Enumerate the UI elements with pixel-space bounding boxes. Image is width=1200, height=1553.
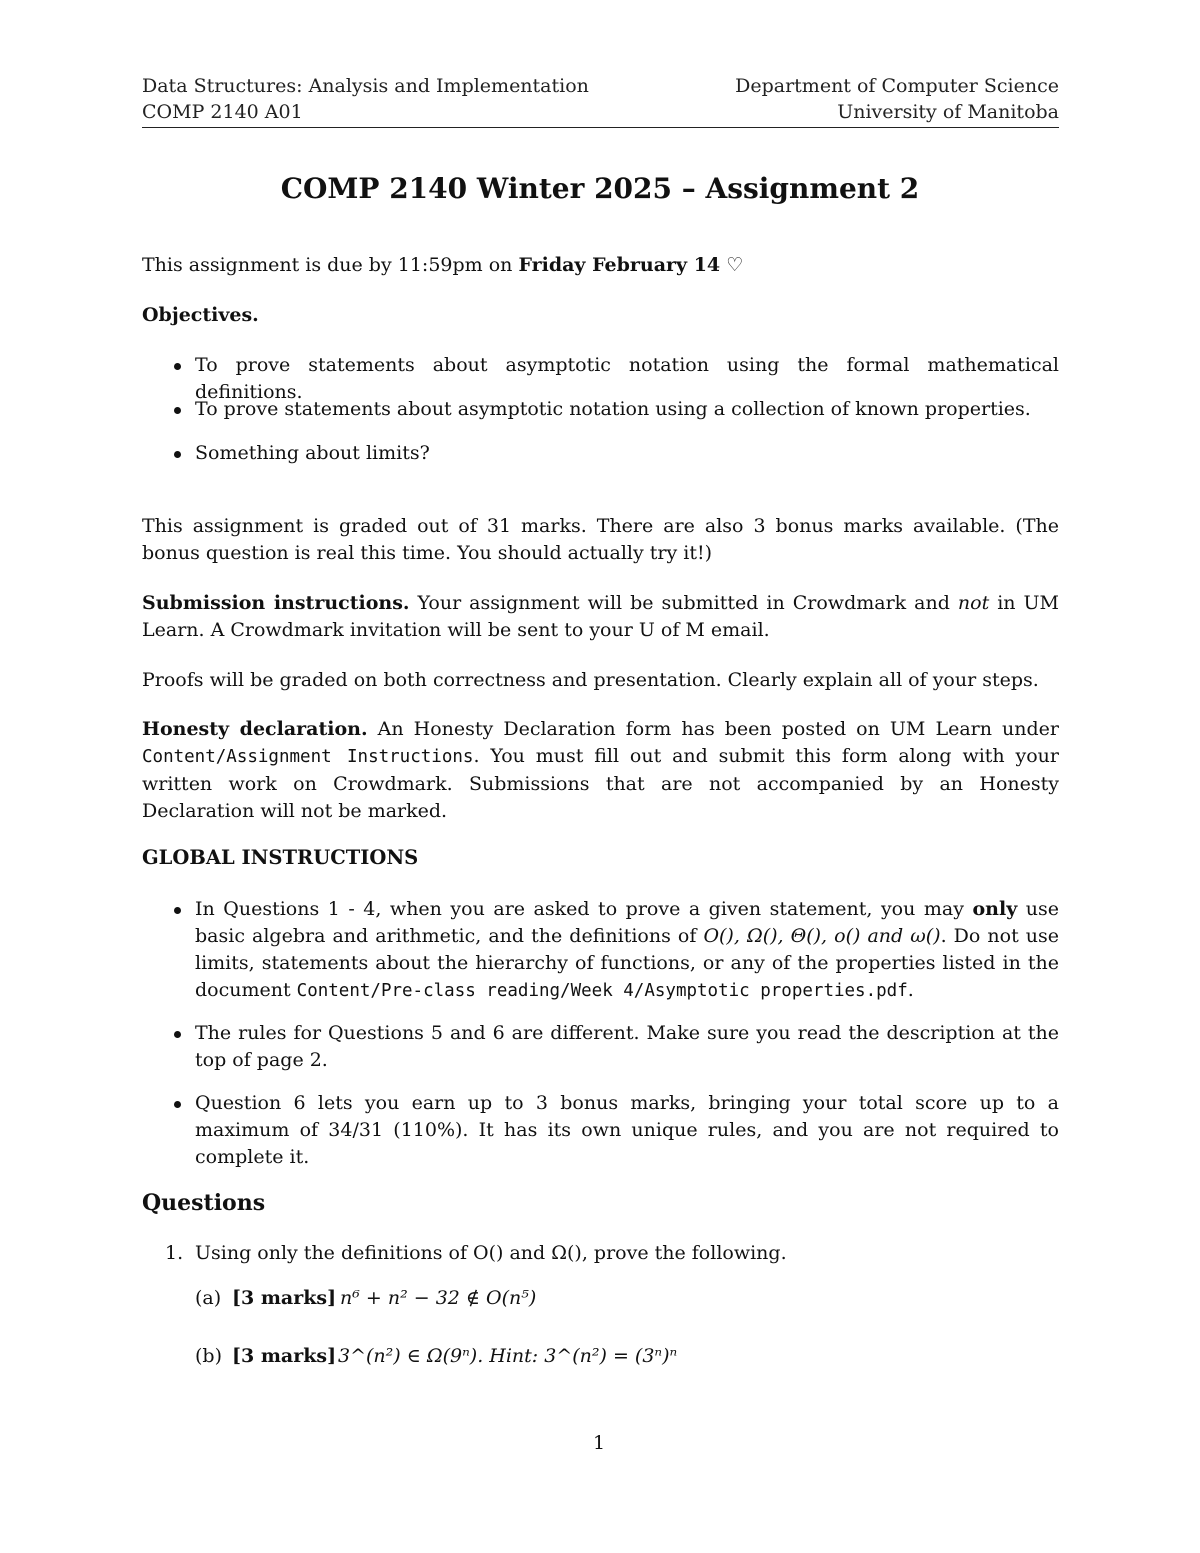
proofs-note: Proofs will be graded on both correctness and presentation. Clearly explain all of your steps. [142, 669, 1039, 691]
global-text: Question 6 lets you earn up to 3 bonus marks, bringing your total score up to a maximum of 34/31 (110%). It has its own unique rules, and you are not required to complete it. [195, 1092, 1059, 1168]
honesty-paragraph [142, 716, 1059, 825]
question-1a-label: (a) [195, 1287, 222, 1309]
global-text-defs: O(), Ω(), Θ(), o() and ω() [703, 925, 941, 947]
honesty-heading: Honesty declaration. [142, 718, 368, 740]
global-text-path: Content/Pre-class reading/Week 4/Asymptotic properties.pdf [296, 981, 908, 1001]
objective-item [176, 440, 1059, 467]
honesty-text-after: . You must fill out and submit this form along with your written work on Crowdmark. Submissions that are not accompanied by an Honesty Declaration will not be marked. [142, 745, 1060, 822]
question-1a-marks: [3 marks] [232, 1287, 337, 1309]
global-item [176, 896, 1059, 1005]
submission-emph: not [957, 592, 990, 614]
grading-paragraph: This assignment is graded out of 31 marks. There are also 3 bonus marks available. (The bonus question is real this time. You should actually try it!) [142, 515, 1059, 564]
header-rule [142, 127, 1059, 128]
honesty-path: Content/Assignment Instructions [142, 747, 474, 767]
page-number: 1 [593, 1432, 606, 1454]
due-line [142, 252, 743, 279]
global-text [195, 896, 1059, 1005]
question-1-text: Using only the definitions of O() and Ω(), prove the following. [195, 1242, 787, 1264]
objectives-heading: Objectives. [142, 304, 259, 326]
bullet-icon [174, 407, 181, 414]
question-1b-math: 3^(n²) ∈ Ω(9ⁿ). Hint: 3^(n²) = (3ⁿ)ⁿ [338, 1345, 678, 1367]
global-heading: GLOBAL INSTRUCTIONS [142, 846, 419, 869]
due-date: Friday February 14 [518, 254, 721, 276]
global-text-part: . [907, 979, 914, 1001]
heart-icon: ♡ [726, 254, 744, 276]
submission-paragraph [142, 590, 1059, 644]
global-text: The rules for Questions 5 and 6 are different. Make sure you read the description at the top of page 2. [195, 1022, 1059, 1071]
global-text-part: use basic algebra and arithmetic, and the definitions of [195, 898, 1059, 947]
objective-text: To prove statements about asymptotic notation using the formal mathematical definitions. [195, 354, 1059, 403]
global-item [176, 1090, 1059, 1171]
due-prefix: This assignment is due by 11:59pm on [142, 254, 519, 276]
questions-heading: Questions [142, 1190, 266, 1216]
question-1-number: 1. [165, 1242, 184, 1264]
question-1b-label: (b) [195, 1345, 222, 1367]
global-text-part: In Questions 1 - 4, when you are asked to prove a given statement, you may [195, 898, 973, 920]
course-title: Data Structures: Analysis and Implementation [142, 75, 589, 97]
course-code: COMP 2140 A01 [142, 101, 303, 123]
global-text-only: only [972, 898, 1018, 920]
submission-text: Your assignment will be submitted in Crowdmark and [409, 592, 958, 614]
bullet-icon [174, 451, 181, 458]
bullet-icon [174, 363, 181, 370]
department: Department of Computer Science [735, 75, 1059, 97]
question-1a-math: n⁶ + n² − 32 ∉ O(n⁵) [340, 1287, 537, 1309]
submission-text-after: in UM Learn. A Crowdmark invitation will be sent to your U of M email. [142, 592, 1060, 641]
objective-text: To prove statements about asymptotic notation using a collection of known properties. [195, 398, 1031, 420]
bullet-icon [174, 1101, 181, 1108]
global-item [176, 1020, 1059, 1074]
page-title: COMP 2140 Winter 2025 – Assignment 2 [280, 172, 920, 205]
question-1b-marks: [3 marks] [232, 1345, 337, 1367]
submission-heading: Submission instructions. [142, 592, 410, 614]
objective-item [176, 396, 1059, 423]
objective-text: Something about limits? [195, 442, 430, 464]
honesty-text: An Honesty Declaration form has been posted on UM Learn under [367, 718, 1059, 740]
global-text-part: . Do not use limits, statements about the hierarchy of functions, or any of the properties listed in the document [195, 925, 1060, 1001]
bullet-icon [174, 1031, 181, 1038]
university: University of Manitoba [837, 101, 1059, 123]
bullet-icon [174, 907, 181, 914]
